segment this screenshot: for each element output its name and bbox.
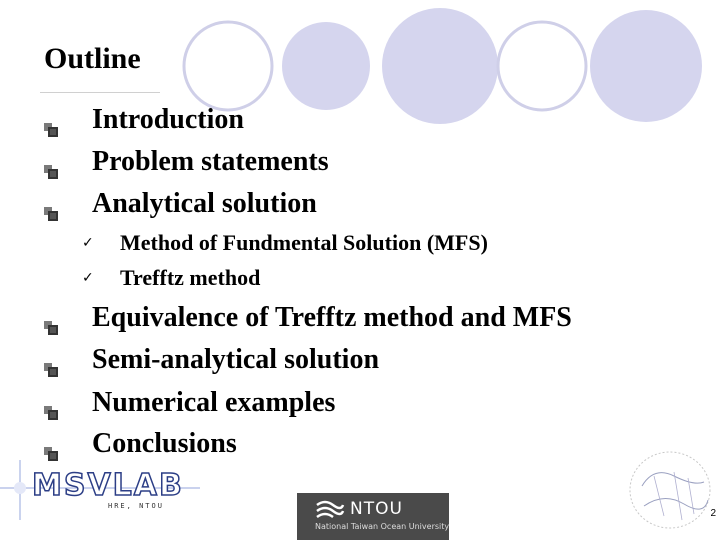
circle-3 <box>382 8 498 124</box>
bullet-label: Introduction <box>92 104 244 135</box>
bullet-item <box>44 302 572 334</box>
ntou-logo-fullname: National Taiwan Ocean University <box>315 522 450 531</box>
ntou-logo-text: NTOU <box>350 499 403 519</box>
checkmark-icon: ✓ <box>82 270 94 286</box>
square-bullet-icon <box>44 396 58 410</box>
checkmark-icon: ✓ <box>82 235 94 251</box>
slide-title: Outline <box>44 42 141 75</box>
bullet-item <box>44 344 379 376</box>
bullet-label: Problem statements <box>92 146 329 177</box>
circle-5 <box>590 10 702 122</box>
wave-icon <box>315 499 345 519</box>
bullet-label: Equivalence of Trefftz method and MFS <box>92 302 572 333</box>
ntou-logo <box>297 493 449 540</box>
square-bullet-icon <box>44 197 58 211</box>
title-rule <box>40 92 160 93</box>
bullet-label: Semi-analytical solution <box>92 344 380 375</box>
square-bullet-icon <box>44 311 58 325</box>
page-number: 2 <box>710 508 716 519</box>
sub-bullet-label: Trefftz method <box>120 265 261 290</box>
square-bullet-icon <box>44 113 58 127</box>
bullet-item <box>44 428 237 460</box>
bullet-item <box>44 387 335 419</box>
square-bullet-icon <box>44 437 58 451</box>
square-bullet-icon <box>44 155 58 169</box>
sub-bullet-label: Method of Fundmental Solution (MFS) <box>120 230 488 255</box>
msvlab-logo-text: MSVLAB <box>32 468 184 503</box>
bullet-item <box>44 104 244 136</box>
sketch-illustration <box>624 446 720 540</box>
bullet-item <box>44 188 317 220</box>
msvlab-logo-subtext: HRE, NTOU <box>108 502 164 510</box>
sub-bullet-item <box>82 230 488 256</box>
circle-2 <box>282 22 370 110</box>
sub-bullet-item <box>82 265 260 291</box>
circle-1 <box>184 22 272 110</box>
bullet-item <box>44 146 329 178</box>
bullet-label: Conclusions <box>92 428 237 459</box>
bullet-label: Numerical examples <box>92 387 336 418</box>
square-bullet-icon <box>44 353 58 367</box>
bullet-label: Analytical solution <box>92 188 317 219</box>
circle-4 <box>498 22 586 110</box>
